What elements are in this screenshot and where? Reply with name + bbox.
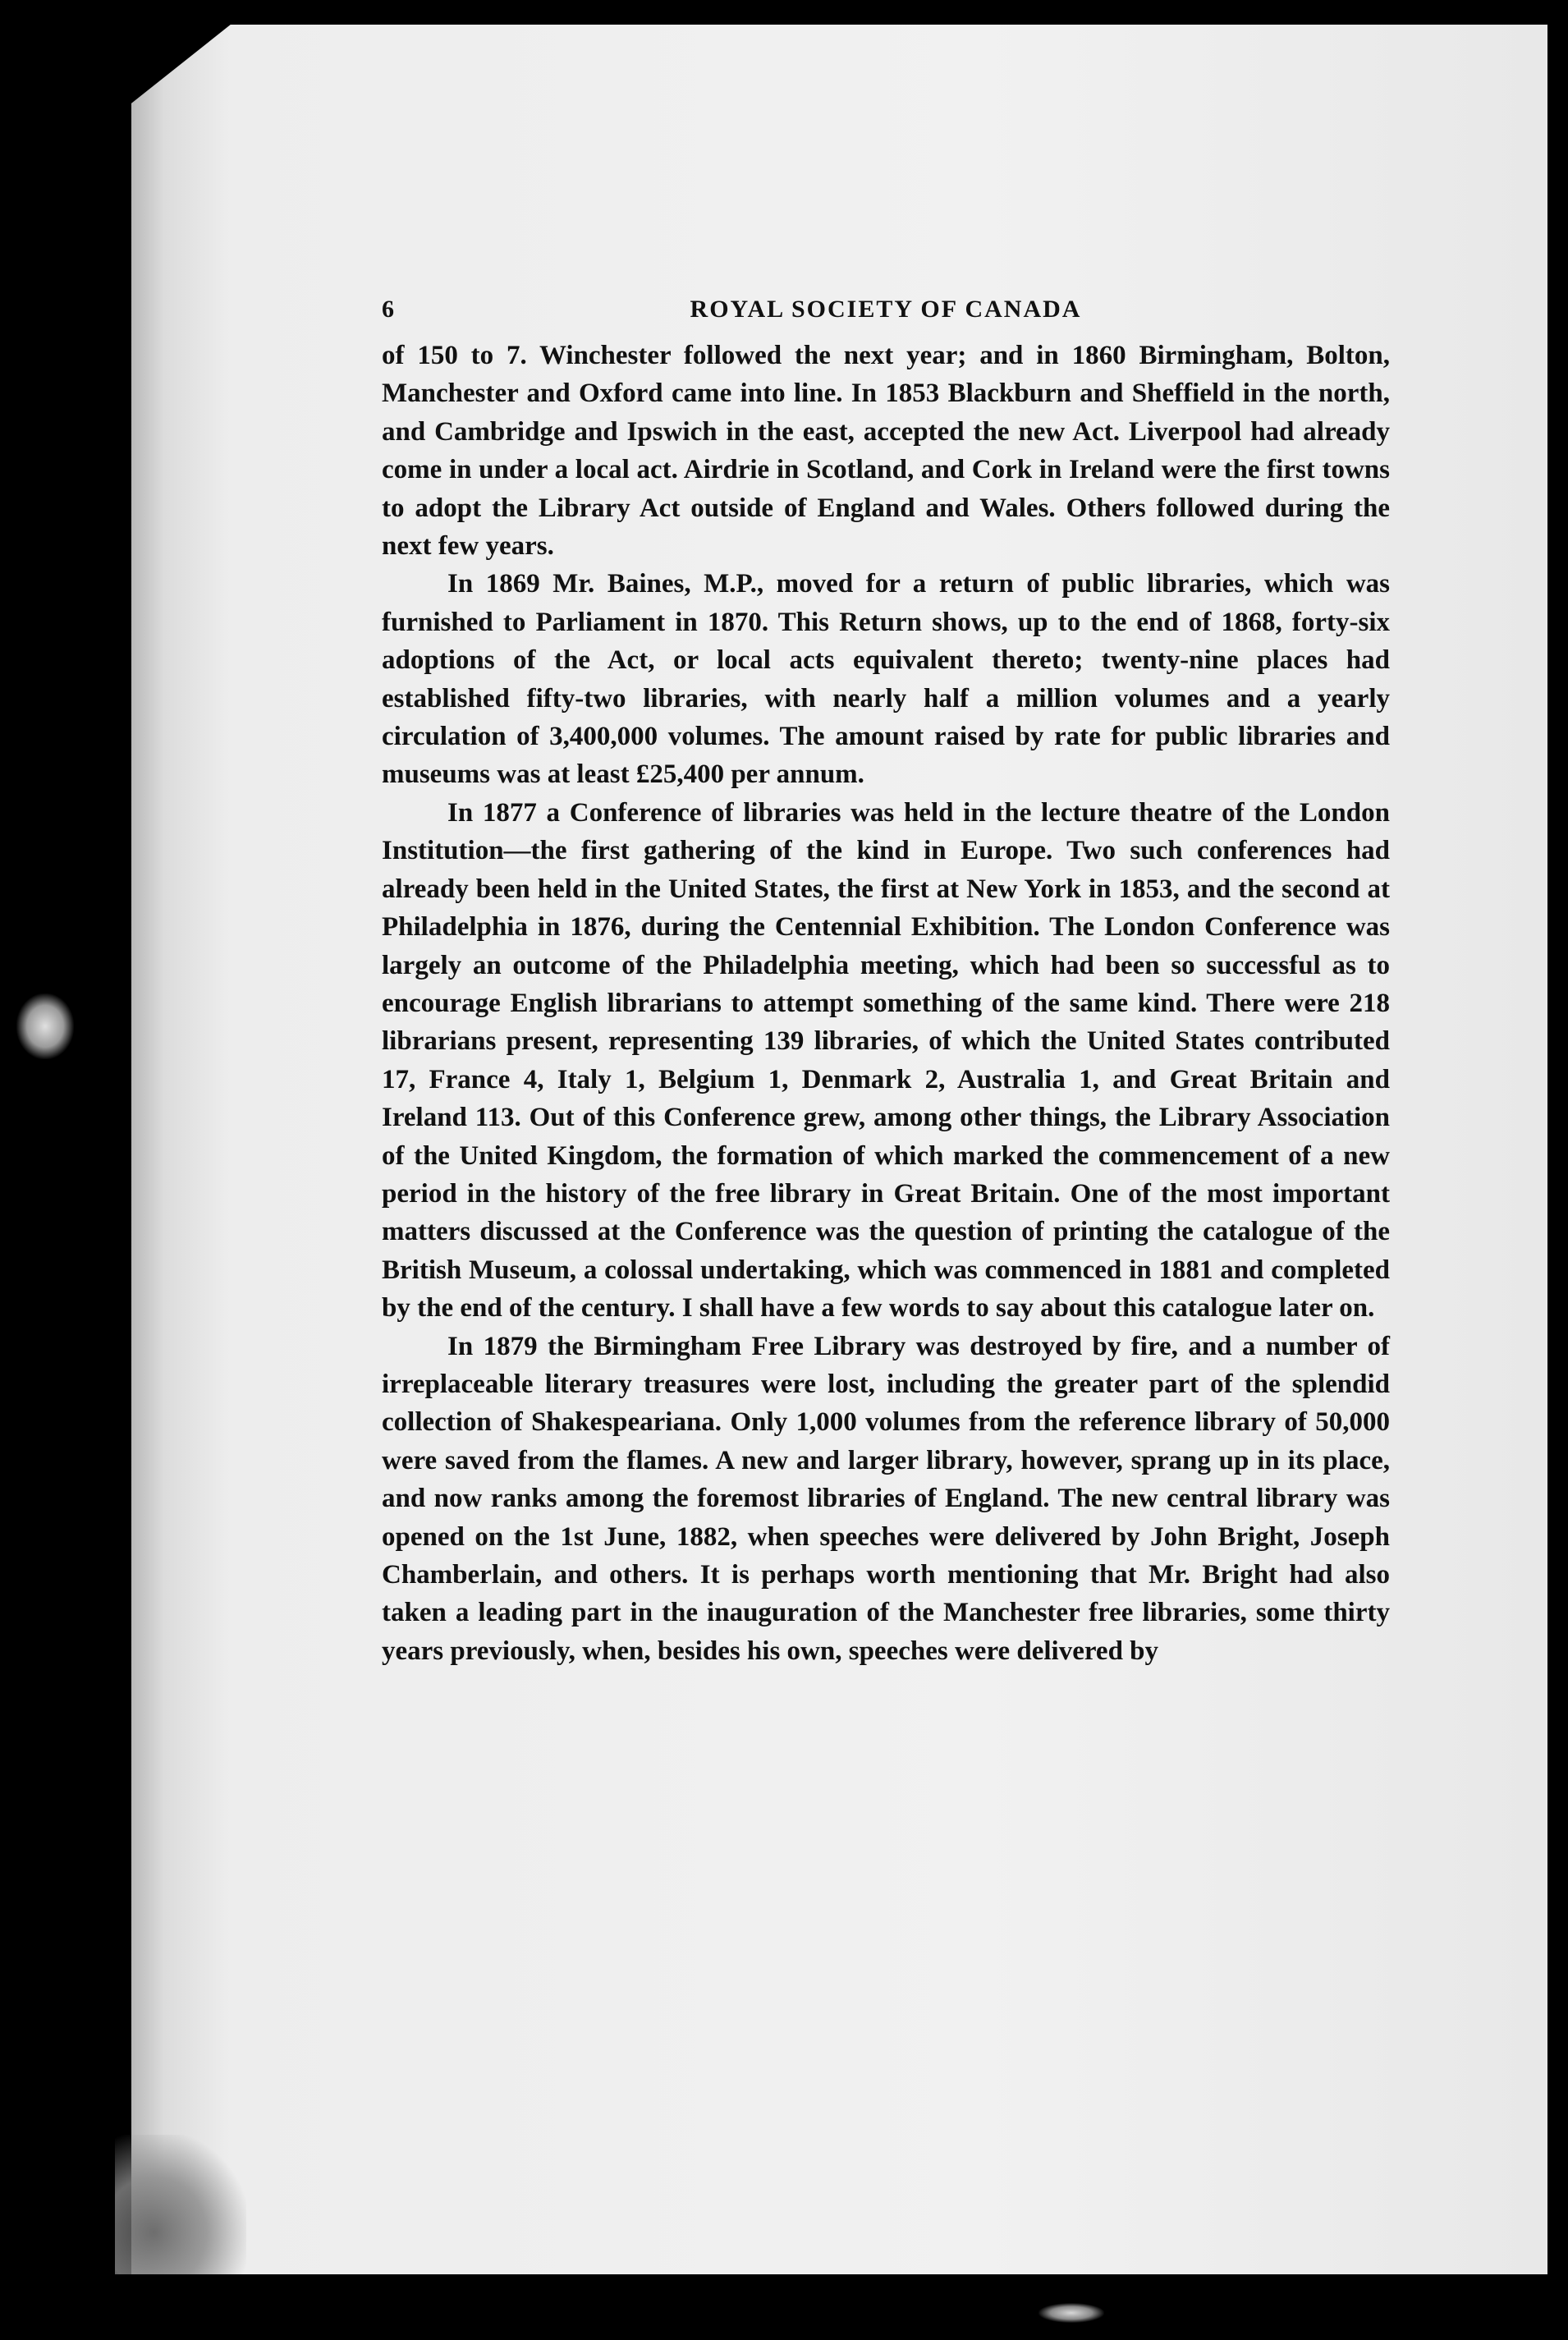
paragraph: In 1879 the Birmingham Free Library was destroyed by fire, and a number of irreplaceable literary treasures were lost, including the greater part of the splendid collection of Shakespeariana. Only 1,000 volumes from the reference library of 50,000 were saved from the flames. A new and larger library, however, sprang up in its place, and now ranks among the foremost libraries of England. The new central library was opened on the 1st June, 1882, when speeches were delivered by John Bright, Joseph Chamberlain, and others. It is perhaps worth mentioning that Mr. Bright had also taken a leading part in the inauguration of the Manchester free libraries, some thirty years previously, when, besides his own, speeches were delivered by [382, 1331, 1390, 1666]
running-title: ROYAL SOCIETY OF CANADA [690, 296, 1082, 323]
page-text-block [382, 296, 1390, 1670]
paragraph: of 150 to 7. Winchester followed the next year; and in 1860 Birmingham, Bolton, Manchester and Oxford came into line. In 1853 Blackburn and Sheffield in the north, and Cambridge and Ipswich in the east, accepted the new Act. Liverpool had already come in under a local act. Airdrie in Scotland, and Cork in Ireland were the first towns to adopt the Library Act outside of England and Wales. Others followed during the next few years. [382, 341, 1390, 562]
page-corner-shadow [115, 2135, 246, 2274]
margin-smudge [16, 993, 74, 1059]
page-number: 6 [382, 296, 396, 323]
paragraph: In 1877 a Conference of libraries was held in the lecture theatre of the London Institution—the first gathering of the kind in Europe. Two such conferences had already been held in the United States, the first at New York in 1853, and the second at Philadelphia in 1876, during the Centennial Exhibition. The London Conference was largely an outcome of the Philadelphia meeting, which had been so successful as to encourage English librarians to attempt something of the same kind. There were 218 librarians present, representing 139 libraries, of which the United States contributed 17, France 4, Italy 1, Belgium 1, Denmark 2, Australia 1, and Great Britain and Ireland 113. Out of this Conference grew, among other things, the Library Association of the United Kingdom, the formation of which marked the commencement of a new period in the history of the free library in Great Britain. One of the most important matters discussed at the Conference was the question of printing the catalogue of the British Museum, a colossal undertaking, which was commenced in 1881 and completed by the end of the century. I shall have a few words to say about this catalogue later on. [382, 797, 1390, 1324]
running-header [382, 296, 1390, 337]
bottom-smudge [1038, 2303, 1104, 2323]
paragraph: In 1869 Mr. Baines, M.P., moved for a return of public libraries, which was furnished to Parliament in 1870. This Return shows, up to the end of 1868, forty-six adoptions of the Act, or local acts equivalent thereto; twenty-nine places had established fifty-two libraries, with nearly half a million volumes and a yearly circulation of 3,400,000 volumes. The amount raised by rate for public libraries and museums was at least £25,400 per annum. [382, 569, 1390, 790]
